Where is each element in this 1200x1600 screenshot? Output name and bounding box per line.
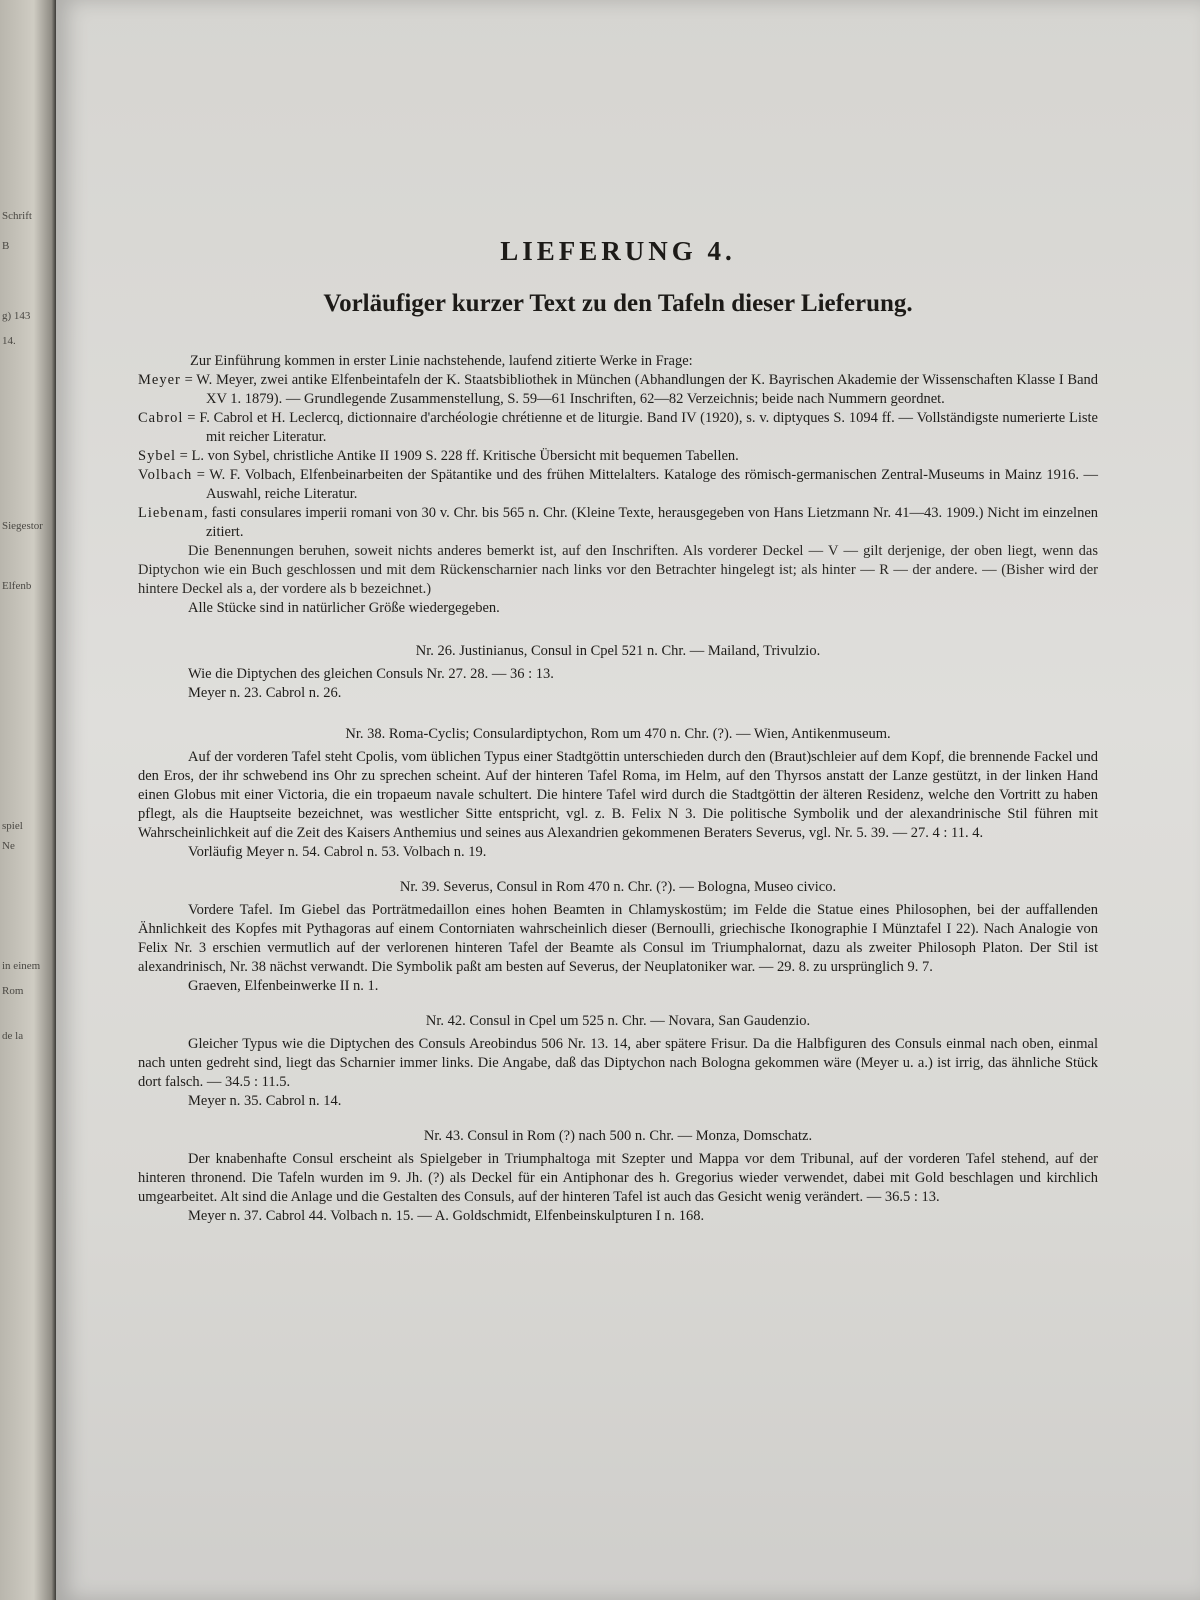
page-title: LIEFERUNG 4. xyxy=(500,236,736,266)
entry-description: Vordere Tafel. Im Giebel das Porträtmedaillon eines hohen Beamten in Chlamyskostüm; im Felde die Statue eines Philosophen, bei der auffallenden Ähnlichkeit des Kopfes mit Pythagoras auf einem Contorniaten wahrscheinlich dieser (Bernoulli, griechische Ikonographie I Münztafel I 22). Nach Analogie von Felix Nr. 3 erschien vermutlich auf der verlorenen hinteren Tafel der Beamte als Consul im Triumphalornat, dazu als zweiter Philosoph Platon. Der Stil ist alexandrinisch, Nr. 38 nächst verwandt. Die Symbolik paßt am besten auf Severus, der Neuplatoniker war. — 29. 8. zu ursprünglich 9. 7. xyxy=(138,902,1098,975)
reference-key: Sybel xyxy=(138,448,177,464)
margin-text-fragment: Ne xyxy=(2,840,15,852)
margin-text-fragment: in einem xyxy=(2,960,41,972)
note-paragraph: Alle Stücke sind in natürlicher Größe wiedergegeben. xyxy=(188,600,500,616)
reference-key: Volbach xyxy=(138,467,193,483)
entry-references: Meyer n. 23. Cabrol n. 26. xyxy=(188,685,342,701)
margin-text-fragment: 14. xyxy=(2,335,16,347)
entry-heading: Nr. 42. Consul in Cpel um 525 n. Chr. — Novara, San Gaudenzio. xyxy=(425,1013,811,1029)
reference-separator: = xyxy=(176,448,192,464)
margin-text-fragment: Rom xyxy=(2,985,24,997)
margin-text-fragment: B xyxy=(2,240,10,252)
entry-heading: Nr. 26. Justinianus, Consul in Cpel 521 n. Chr. — Mailand, Trivulzio. xyxy=(415,643,821,659)
reference-entry xyxy=(138,371,1098,409)
entry-references: Meyer n. 35. Cabrol n. 14. xyxy=(188,1093,342,1109)
reference-separator: = xyxy=(183,410,200,426)
margin-text-fragment: spiel xyxy=(2,820,23,832)
reference-list xyxy=(138,371,1098,542)
reference-separator: , xyxy=(203,505,212,521)
margin-text-fragment: Schrift xyxy=(2,210,32,222)
entry-heading: Nr. 39. Severus, Consul in Rom 470 n. Chr. (?). — Bologna, Museo civico. xyxy=(399,879,837,895)
reference-entry xyxy=(138,409,1098,447)
reference-key: Cabrol xyxy=(138,410,184,426)
reference-text: W. Meyer, zwei antike Elfenbeintafeln der K. Staatsbibliothek in München (Abhandlungen der K. Bayrischen Akademie der Wissenschaften Klasse I Band XV 1. 1879). — Grundlegende Zusammenstellung, S. 59—61 Inschriften, 62—82 Verzeichnis; beide nach Nummern geordnet. xyxy=(196,372,1099,407)
entry-description: Auf der vorderen Tafel steht Cpolis, vom üblichen Typus einer Stadtgöttin unterschieden durch den (Braut)schleier auf dem Kopf, die brennende Fackel und den Eros, der ihr schwebend ins Ohr zu sprechen scheint. Auf der hinteren Tafel Roma, im Helm, auf den Thyrsos anstatt der Lanze gestützt, in der linken Hand einen Globus mit einer Victoria, die ein tropaeum navale schultert. Die hintere Tafel wird durch die Stadtgöttin der älteren Residenz, welche den Vortritt zu haben pflegt, als die Hauptseite bezeichnet, was westlicher Sitte entspricht, vgl. z. B. Felix N 3. Die politische Symbolik und der alexandrinische Stil führen mit Wahrscheinlichkeit auf die Zeit des Kaisers Anthemius und seines aus Alexandrien gekommenen Beraters Severus, vgl. Nr. 5. 39. — 27. 4 : 11. 4. xyxy=(138,749,1098,841)
note-paragraph: Die Benennungen beruhen, soweit nichts anderes bemerkt ist, auf den Inschriften. Als vorderer Deckel — V — gilt derjenige, der oben liegt, wenn das Diptychon wie ein Buch geschlossen und mit dem Rückenscharnier nach links vor den Betrachter hingelegt ist; als hinter — R — der andere. — (Bisher wird der hintere Deckel als a, der vordere als b bezeichnet.) xyxy=(138,543,1098,597)
body-text xyxy=(138,352,1098,1226)
entry-heading: Nr. 38. Roma-Cyclis; Consulardiptychon, Rom um 470 n. Chr. (?). — Wien, Antikenmuseum. xyxy=(345,726,891,742)
reference-text: W. F. Volbach, Elfenbeinarbeiten der Spätantike und des frühen Mittelalters. Kataloge des römisch-germanischen Zentral-Museums in Mainz 1916. — Auswahl, reiche Literatur. xyxy=(206,467,1098,502)
margin-text-fragment: Elfenb xyxy=(2,580,32,592)
page-subtitle: Vorläufiger kurzer Text zu den Tafeln dieser Lieferung. xyxy=(323,290,913,317)
catalog-entry xyxy=(138,725,1098,862)
facing-page-edge xyxy=(0,0,56,1600)
reference-key: Liebenam xyxy=(138,505,204,521)
reference-text: fasti consulares imperii romani von 30 v. Chr. bis 565 n. Chr. (Kleine Texte, herausgegeben von Hans Lietzmann Nr. 41—43. 1909.) Nicht im einzelnen zitiert. xyxy=(206,505,1099,540)
reference-entry xyxy=(138,466,1098,504)
reference-entry xyxy=(138,504,1098,542)
intro-line: Zur Einführung kommen in erster Linie nachstehende, laufend zitierte Werke in Frage: xyxy=(190,353,693,369)
entry-description: Wie die Diptychen des gleichen Consuls Nr. 27. 28. — 36 : 13. xyxy=(188,666,554,682)
entry-heading: Nr. 43. Consul in Rom (?) nach 500 n. Chr. — Monza, Domschatz. xyxy=(423,1128,813,1144)
reference-text: F. Cabrol et H. Leclercq, dictionnaire d'archéologie chrétienne et de liturgie. Band IV (1920), s. v. diptyques S. 1094 ff. — Vollständigste numerierte Liste mit reicher Literatur. xyxy=(199,410,1098,445)
catalog-entry xyxy=(138,878,1098,996)
entry-references: Meyer n. 37. Cabrol 44. Volbach n. 15. — A. Goldschmidt, Elfenbeinskulpturen I n. 168. xyxy=(188,1208,705,1224)
margin-text-fragment: g) 143 xyxy=(2,310,31,322)
entry-description: Gleicher Typus wie die Diptychen des Consuls Areobindus 506 Nr. 13. 14, aber spätere Frisur. Da die Halbfiguren des Consuls einmal nach oben, einmal nach unten gedreht sind, liegt das Scharnier immer links. Die Angabe, daß das Diptychon nach Bologna gekommen wäre (Meyer u. a.) ist irrig, das ähnliche Stück dort falsch. — 34.5 : 11.5. xyxy=(138,1036,1098,1090)
catalog-entry xyxy=(138,1012,1098,1111)
margin-text-fragment: de la xyxy=(2,1030,24,1042)
reference-entry xyxy=(138,447,1098,466)
reference-text: L. von Sybel, christliche Antike II 1909 S. 228 ff. Kritische Übersicht mit bequemen Tabellen. xyxy=(191,448,739,464)
margin-text-fragment: Siegestor xyxy=(2,520,43,532)
entry-description: Der knabenhafte Consul erscheint als Spielgeber in Triumphaltoga mit Szepter und Mappa vor dem Tribunal, auf der vorderen Tafel stehend, auf der hinteren thronend. Die Tafeln wurden im 9. Jh. (?) als Deckel für ein Antiphonar des h. Gregorius wieder verwendet, dabei mit Gold beschlagen und kirchlich umgearbeitet. Alt sind die Anlage und die Gestalten des Consuls, auf der hinteren Tafel ist auch das Gesicht wenig verändert. — 36.5 : 13. xyxy=(138,1151,1098,1205)
entry-references: Graeven, Elfenbeinwerke II n. 1. xyxy=(188,978,379,994)
reference-separator: = xyxy=(192,467,210,483)
reference-key: Meyer xyxy=(138,372,181,388)
reference-separator: = xyxy=(180,372,197,388)
catalog-entry xyxy=(138,1127,1098,1226)
document-page xyxy=(56,0,1200,1600)
catalog-entry xyxy=(138,642,1098,703)
entry-references: Vorläufig Meyer n. 54. Cabrol n. 53. Volbach n. 19. xyxy=(188,844,487,860)
